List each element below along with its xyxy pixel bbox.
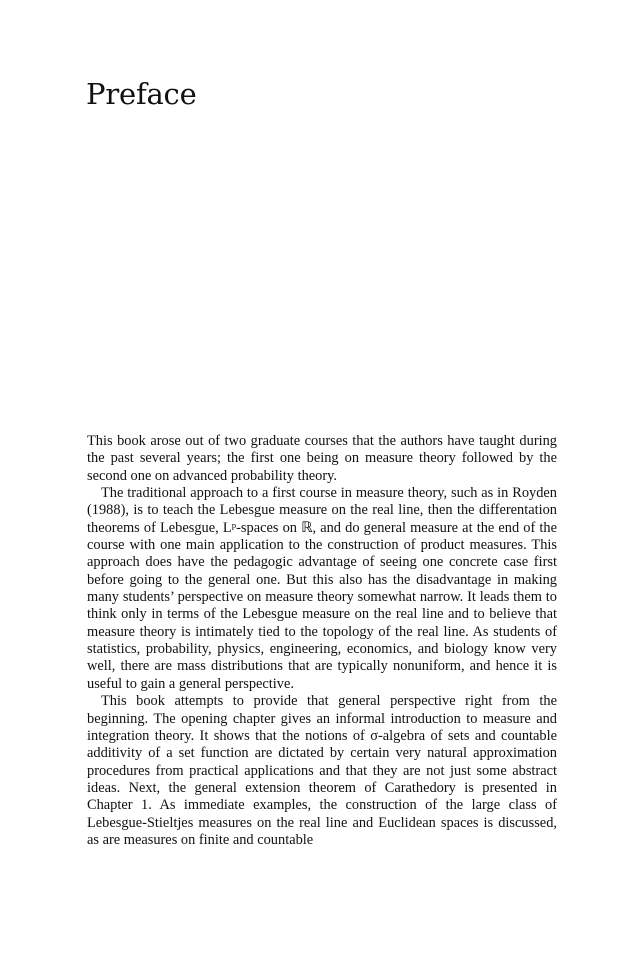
preface-body — [87, 433, 557, 849]
chapter-title: Preface — [86, 77, 197, 111]
paragraph-3: This book attempts to provide that general perspective right from the beginning. The opening chapter gives an informal introduction to measure and integration theory. It shows that the notions of σ-algebra of sets and countable additivity of a set function are dictated by certain very natural approximation procedures from practical applications and that they are not just some abstract ideas. Next, the general extension theorem of Carathedory is presented in Chapter 1. As immediate examples, the construction of the large class of Lebesgue-Stieltjes measures on the real line and Euclidean spaces is discussed, as are measures on finite and countable — [87, 693, 557, 848]
paragraph-2: The traditional approach to a first course in measure theory, such as in Royden (1988), is to teach the Lebesgue measure on the real line, then the differentation theorems of Lebesgue, Lᵖ-spaces on ℝ, and do general measure at the end of the course with one main application to the construction of product measures. This approach does have the pedagogic advantage of seeing one concrete case first before going to the general one. But this also has the disadvantage in making many students’ perspective on measure theory somewhat narrow. It leads them to think only in terms of the Lebesgue measure on the real line and to believe that measure theory is intimately tied to the topology of the real line. As students of statistics, probability, physics, engineering, economics, and biology know very well, there are mass distributions that are typically nonuniform, and hence it is useful to gain a general perspective. — [87, 485, 557, 692]
paragraph-1: This book arose out of two graduate courses that the authors have taught during the past several years; the first one being on measure theory followed by the second one on advanced probability theory. — [87, 433, 557, 484]
